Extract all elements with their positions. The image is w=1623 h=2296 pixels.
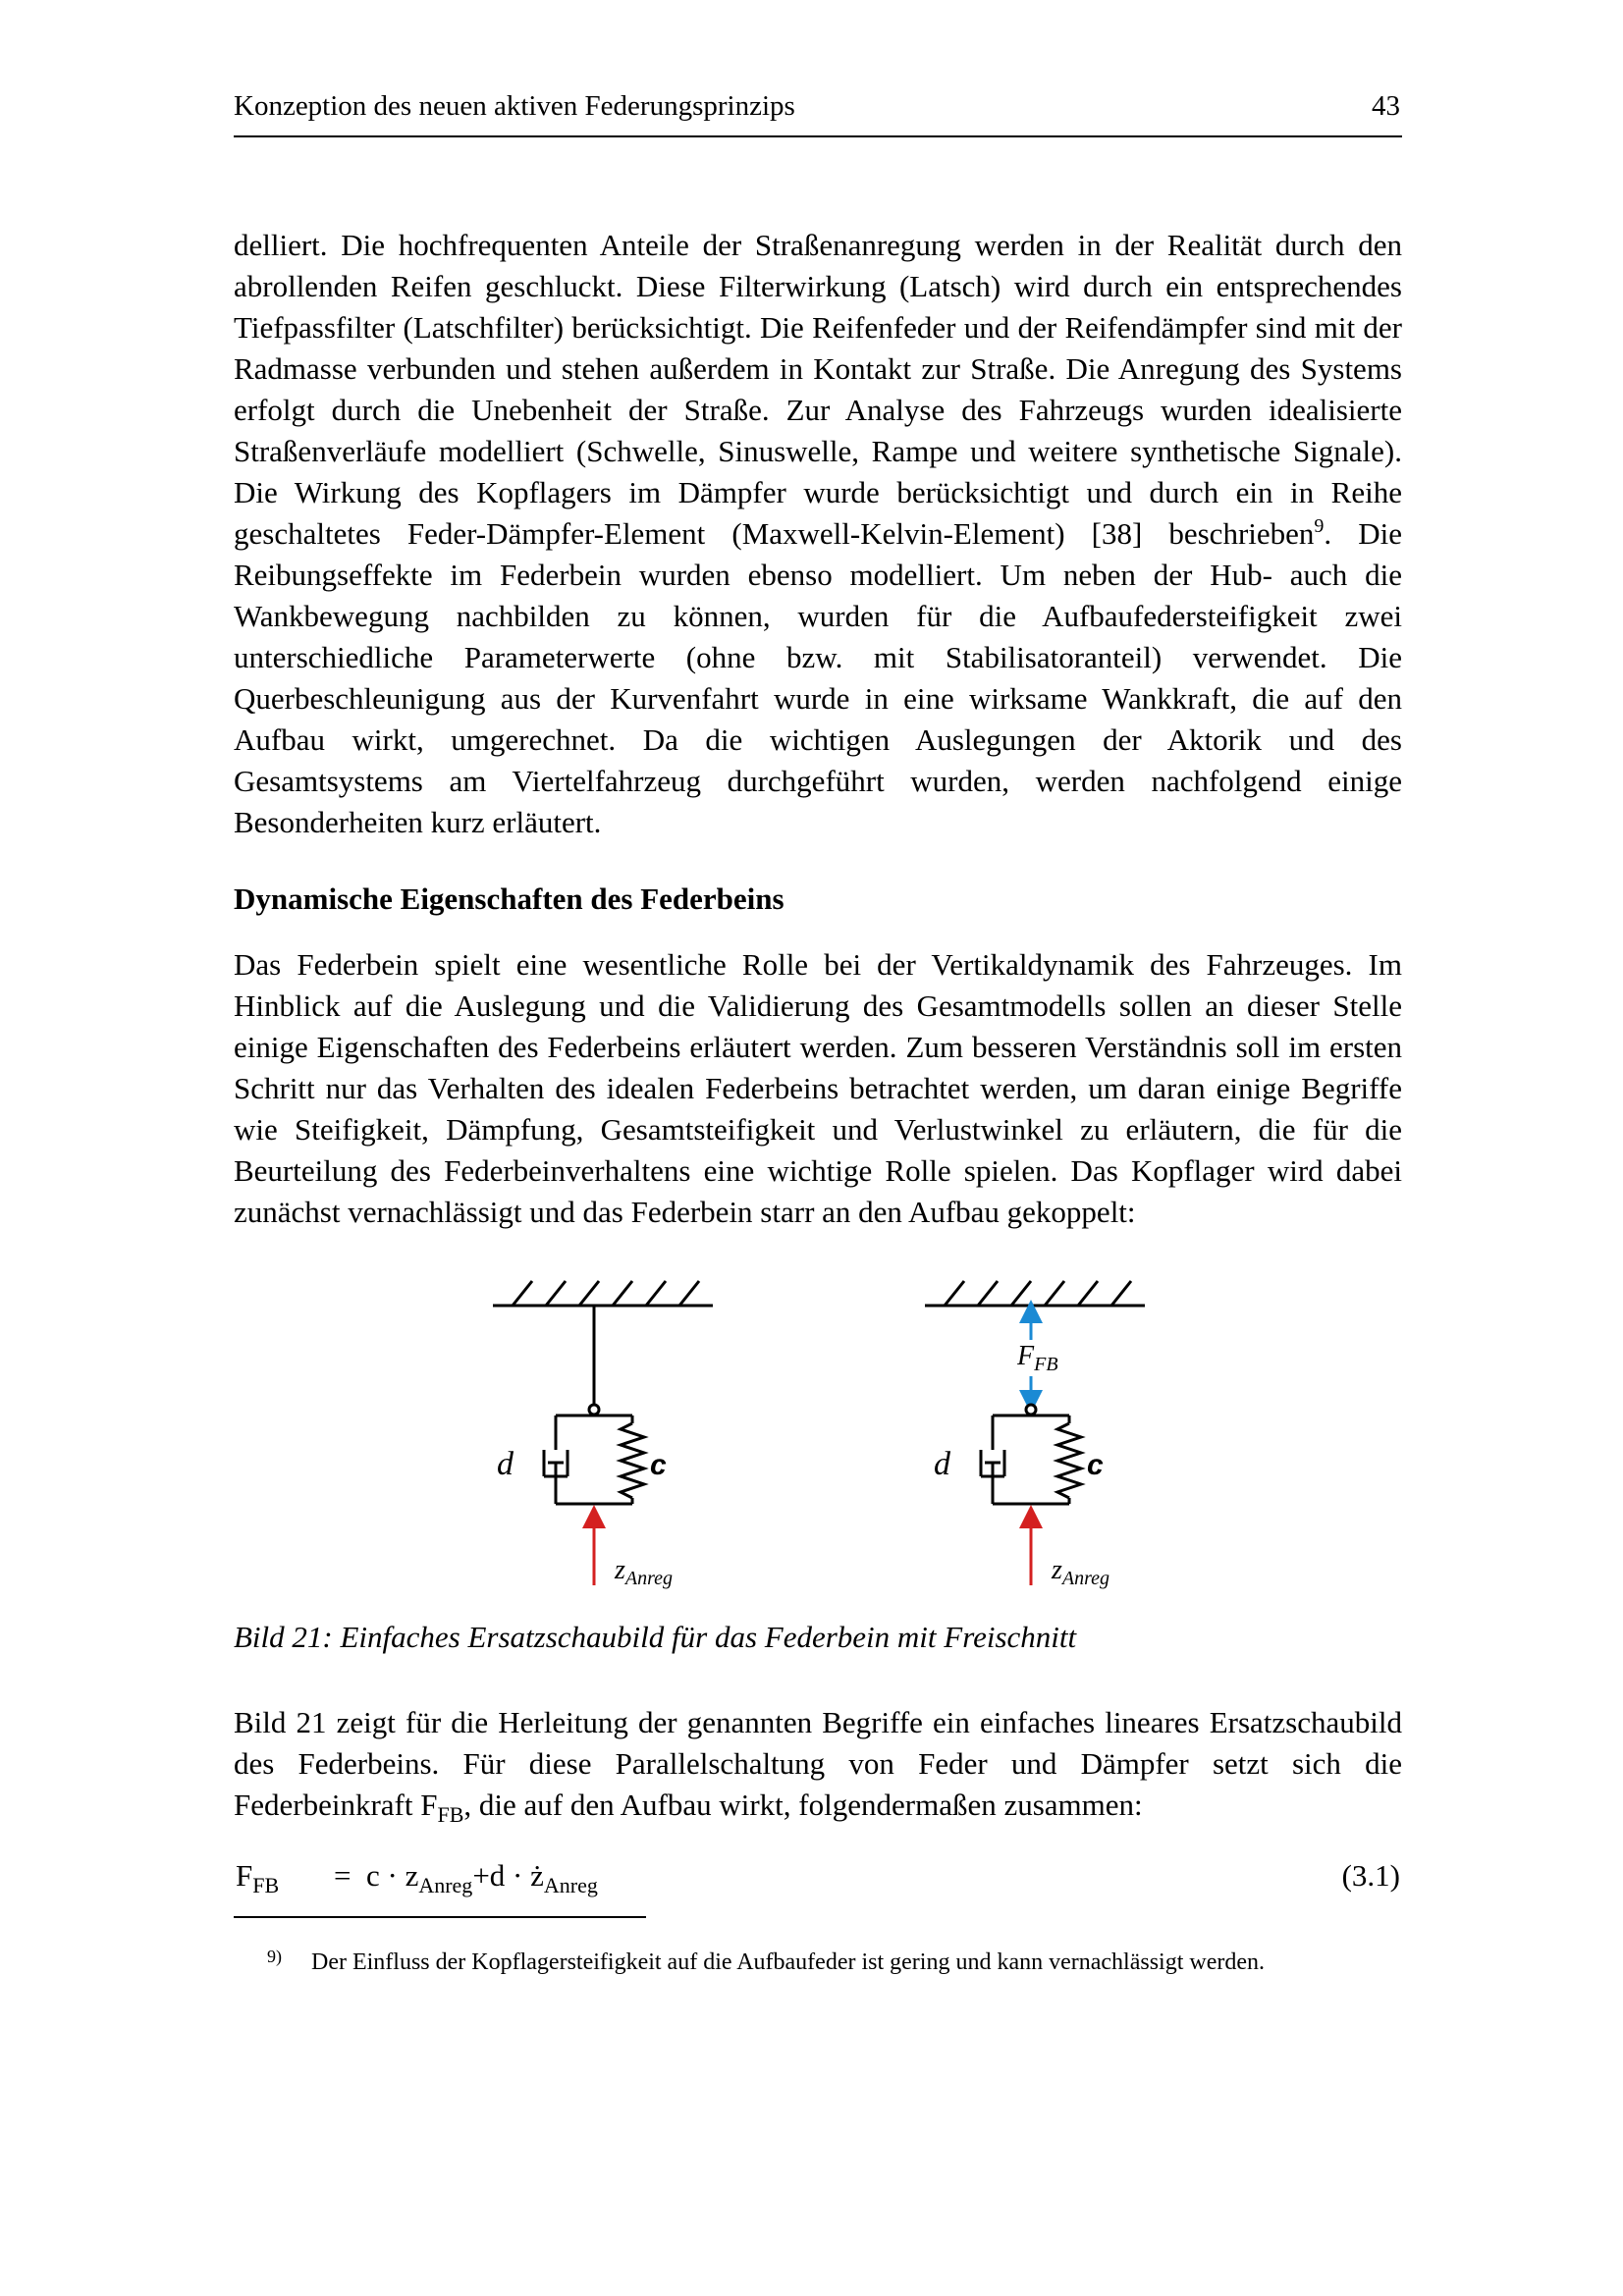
strut-right xyxy=(981,1405,1081,1504)
damper-label-left: d xyxy=(497,1446,514,1482)
paragraph-3-text-b: , die auf den Aufbau wirkt, folgendermaßen zusammen: xyxy=(463,1788,1143,1822)
force-label xyxy=(1016,1341,1058,1375)
excitation-label-left xyxy=(614,1555,673,1589)
diagram-left xyxy=(493,1281,713,1589)
excitation-label-right-z: z xyxy=(1052,1555,1062,1585)
ground-hatch-right xyxy=(925,1281,1145,1306)
paragraph-3-text-a: Bild 21 zeigt für die Herleitung der genannten Begriffe ein einfaches lineares Ersatzschaubild des Federbeins. Für diese Parallelschaltung von Feder und Dämpfer setzt sich die Federbeinkraft F xyxy=(234,1705,1402,1822)
excitation-label-left-z: z xyxy=(615,1555,625,1585)
paragraph-3 xyxy=(234,1702,1402,1826)
footnote-reference[interactable]: 9 xyxy=(1314,515,1325,537)
excitation-label-left-sub: Anreg xyxy=(624,1568,674,1589)
footnote-rule xyxy=(234,1916,646,1918)
running-header xyxy=(234,86,1402,137)
ground-hatch-left xyxy=(493,1281,713,1306)
paragraph-1-text-a: delliert. Die hochfrequenten Anteile der Straßenanregung werden in der Realität durch den abrollenden Reifen geschluckt. Diese Filterwirkung (Latsch) wird durch ein entsprechendes Tiefpassfilter (Latschfilter) berücksichtigt. Die Reifenfeder und der Reifendämpfer sind mit der Radmasse verbunden und stehen außerdem in Kontakt zur Straße. Die Anregung des Systems erfolgt durch die Unebenheit der Straße. Zur Analyse des Fahrzeugs wurden idealisierte Straßenverläufe modelliert (Schwelle, Sinuswelle, Rampe und weitere synthetische Signale). Die Wirkung des Kopflagers im Dämpfer wurde berücksichtigt und durch ein in Reihe geschaltetes Feder-Dämpfer-Element (Maxwell-Kelvin-Element) [38] beschrieben xyxy=(234,228,1402,551)
header-title: Konzeption des neuen aktiven Federungsprinzips xyxy=(234,90,795,122)
equation-number: (3.1) xyxy=(1341,1858,1400,1893)
paragraph-1 xyxy=(234,225,1402,843)
spring-damper-figure xyxy=(461,1266,1168,1605)
equation-term1-sub: Anreg xyxy=(418,1873,473,1897)
excitation-label-right xyxy=(1051,1555,1109,1589)
page-number: 43 xyxy=(1372,90,1400,122)
equation-lhs-symbol: F xyxy=(236,1858,253,1893)
equation-term2: d · ż xyxy=(489,1858,544,1893)
paragraph-2: Das Federbein spielt eine wesentliche Rolle bei der Vertikaldynamik des Fahrzeuges. Im Hinblick auf die Auslegung und die Validierung des Gesamtmodells sollen an dieser Stelle einige Eigenschaften des Federbeins erläutert werden. Zum besseren Verständnis soll im ersten Schritt nur das Verhalten des idealen Federbeins betrachtet werden, um daran einige Begriffe wie Steifigkeit, Dämpfung, Gesamtsteifigkeit und Verlustwinkel zu erläutern, die für die Beurteilung des Federbeinverhaltens eine wichtige Rolle spielen. Das Kopflager wird dabei zunächst vernachlässigt und das Federbein starr an den Aufbau gekoppelt: xyxy=(234,947,1402,1229)
force-label-sub: FB xyxy=(1034,1354,1058,1375)
paragraph-1-text-b: . Die Reibungseffekte im Federbein wurden ebenso modelliert. Um neben der Hub- auch die Wankbewegung nachbilden zu können, wurden für die Aufbaufedersteifigkeit zwei unterschiedliche Parameterwerte (ohne bzw. mit Stabilisatoranteil) verwendet. Die Querbeschleunigung aus der Kurvenfahrt wurde in eine wirksame Wankkraft, die auf den Aufbau wirkt, umgerechnet. Da die wichtigen Auslegungen der Aktorik und des Gesamtsystems am Viertelfahrzeug durchgeführt wurden, werden nachfolgend einige Besonderheiten kurz erläutert. xyxy=(234,516,1403,839)
spring-label-left: c xyxy=(650,1449,667,1481)
equation-term1: c · z xyxy=(365,1858,419,1893)
footnote-text: Der Einfluss der Kopflagersteifigkeit auf die Aufbaufeder ist gering und kann vernachlässigt werden. xyxy=(311,1949,1266,1975)
strut-left xyxy=(544,1306,644,1504)
force-label-f: F xyxy=(1017,1341,1035,1371)
equation-rhs xyxy=(334,1858,598,1897)
equation-eq-sign: = xyxy=(334,1858,352,1893)
excitation-label-right-sub: Anreg xyxy=(1061,1568,1110,1589)
equation-3-1 xyxy=(234,1858,1402,1907)
equation-lhs xyxy=(236,1858,280,1897)
diagram-right xyxy=(925,1281,1145,1589)
footnote-mark: 9) xyxy=(267,1947,282,1966)
figure-caption: Bild 21: Einfaches Ersatzschaubild für das Federbein mit Freischnitt xyxy=(234,1620,1077,1654)
spring-label-right: c xyxy=(1087,1449,1104,1481)
damper-label-right: d xyxy=(934,1446,950,1482)
paragraph-3-subscript: FB xyxy=(437,1802,464,1827)
equation-lhs-sub: FB xyxy=(252,1873,280,1897)
equation-plus: + xyxy=(472,1858,490,1893)
equation-term2-sub: Anreg xyxy=(543,1873,598,1897)
section-heading: Dynamische Eigenschaften des Federbeins xyxy=(234,881,784,916)
